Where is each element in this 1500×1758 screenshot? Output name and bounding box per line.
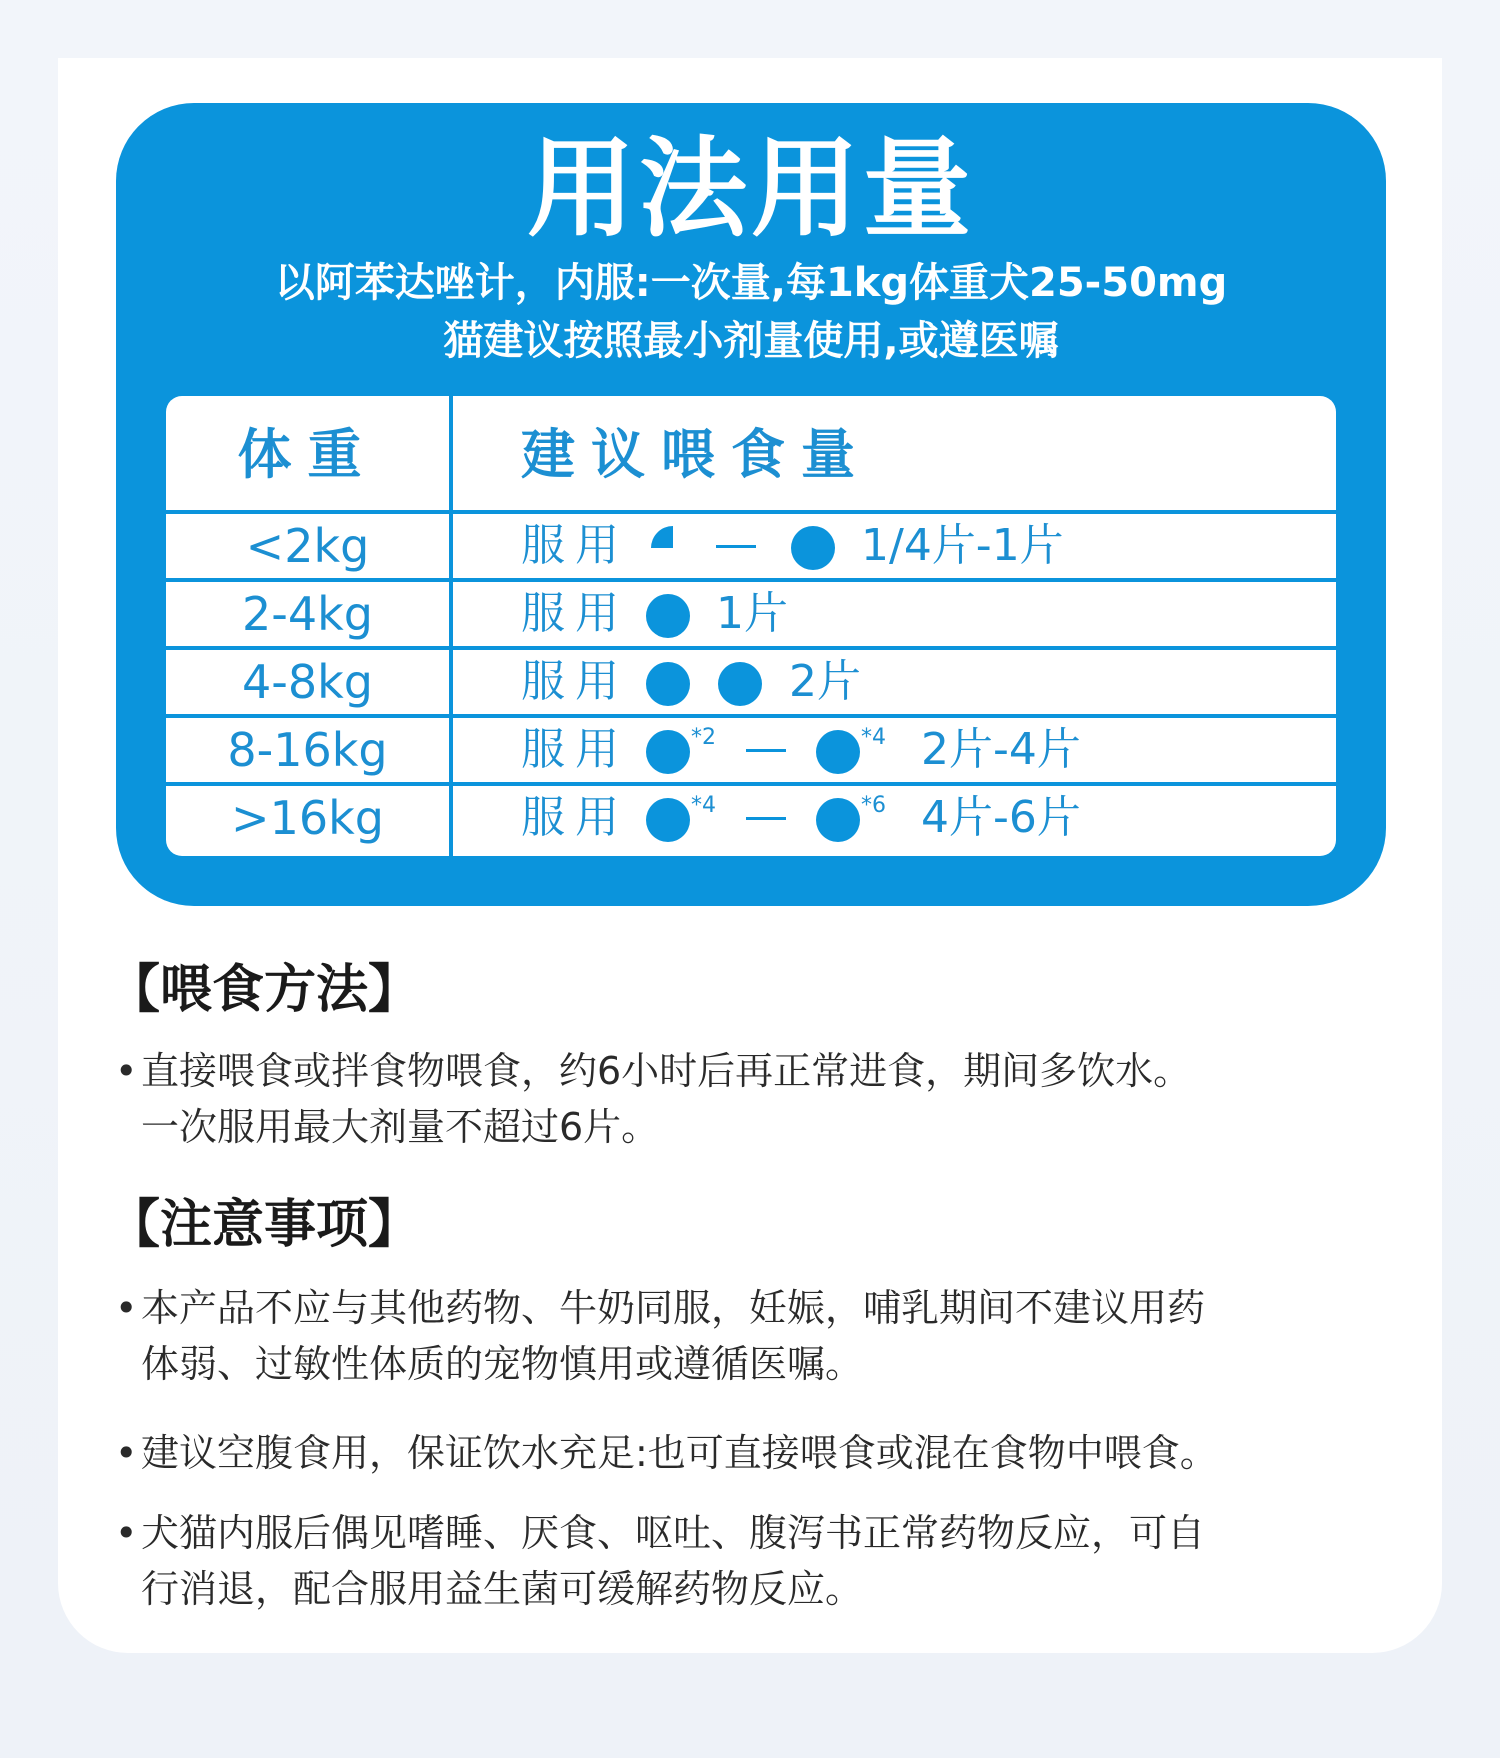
dosage-subtitle-1: 以阿苯达唑计，内服:一次量,每1kg体重犬25-50mg — [274, 260, 1228, 306]
notes-line: 行消退，配合服用益生菌可缓解药物反应。 — [141, 1567, 864, 1611]
table-row — [166, 582, 1336, 646]
tablet-icon — [816, 798, 860, 842]
column-header-dose: 建议喂食量 — [521, 423, 871, 486]
dose-cell — [521, 718, 1321, 782]
table-row — [166, 786, 1336, 850]
dose-amount: 2片-4片 — [921, 724, 1081, 775]
dosage-panel — [116, 103, 1386, 906]
bullet: • — [115, 1049, 138, 1093]
page-title: 用法用量 — [526, 127, 975, 252]
weight-cell: >16kg — [231, 791, 384, 845]
tablet-icon — [718, 662, 762, 706]
dosage-table — [166, 396, 1336, 856]
tablet-icon — [646, 662, 690, 706]
quarter-tablet-icon — [651, 526, 673, 548]
weight-cell: 8-16kg — [227, 723, 388, 777]
tablet-icon — [646, 730, 690, 774]
dose-amount: 1/4片-1片 — [861, 520, 1064, 571]
notes-item — [115, 1425, 1415, 1481]
dose-amount: 4片-6片 — [921, 792, 1081, 843]
weight-cell: 4-8kg — [242, 655, 373, 709]
tablet-multiplier: *4 — [691, 793, 716, 818]
dose-cell — [521, 514, 1321, 578]
range-dash — [746, 749, 786, 752]
dose-amount: 2片 — [789, 656, 861, 707]
notes-item — [115, 1505, 1415, 1617]
notes-line: 体弱、过敏性体质的宠物慎用或遵循医嘱。 — [141, 1342, 864, 1386]
table-row — [166, 514, 1336, 578]
tablet-multiplier: *4 — [861, 725, 886, 750]
table-row — [166, 650, 1336, 714]
use-label: 服用 — [521, 724, 629, 775]
weight-cell: <2kg — [245, 519, 370, 573]
dose-cell — [521, 786, 1321, 850]
tablet-multiplier: *6 — [861, 793, 886, 818]
tablet-icon — [791, 526, 835, 570]
dose-cell — [521, 582, 1321, 646]
feeding-heading: 【喂食方法】 — [108, 960, 421, 1020]
use-label: 服用 — [521, 656, 629, 707]
tablet-icon — [646, 798, 690, 842]
use-label: 服用 — [521, 588, 629, 639]
feeding-line: 一次服用最大剂量不超过6片。 — [141, 1105, 660, 1149]
feeding-item — [115, 1043, 1415, 1155]
use-label: 服用 — [521, 520, 629, 571]
bullet: • — [115, 1431, 138, 1475]
use-label: 服用 — [521, 792, 629, 843]
table-row — [166, 718, 1336, 782]
notes-line: 犬猫内服后偶见嗜睡、厌食、呕吐、腹泻书正常药物反应，可自 — [141, 1511, 1206, 1555]
tablet-icon — [816, 730, 860, 774]
tablet-icon — [646, 594, 690, 638]
dose-cell — [521, 650, 1321, 714]
weight-cell: 2-4kg — [242, 587, 373, 641]
notes-line: 本产品不应与其他药物、牛奶同服，妊娠，哺乳期间不建议用药 — [141, 1286, 1206, 1330]
range-dash — [746, 817, 786, 820]
dosage-subtitle-2: 猫建议按照最小剂量使用,或遵医嘱 — [443, 318, 1059, 364]
tablet-multiplier: *2 — [691, 725, 716, 750]
range-dash — [716, 545, 756, 548]
notes-heading: 【注意事项】 — [108, 1195, 421, 1255]
column-header-weight: 体重 — [237, 423, 378, 486]
dose-amount: 1片 — [716, 588, 788, 639]
bullet: • — [115, 1511, 138, 1555]
notes-item — [115, 1280, 1415, 1392]
notes-line: 建议空腹食用，保证饮水充足:也可直接喂食或混在食物中喂食。 — [141, 1431, 1218, 1475]
bullet: • — [115, 1286, 138, 1330]
feeding-line: 直接喂食或拌食物喂食，约6小时后再正常进食，期间多饮水。 — [141, 1049, 1192, 1093]
